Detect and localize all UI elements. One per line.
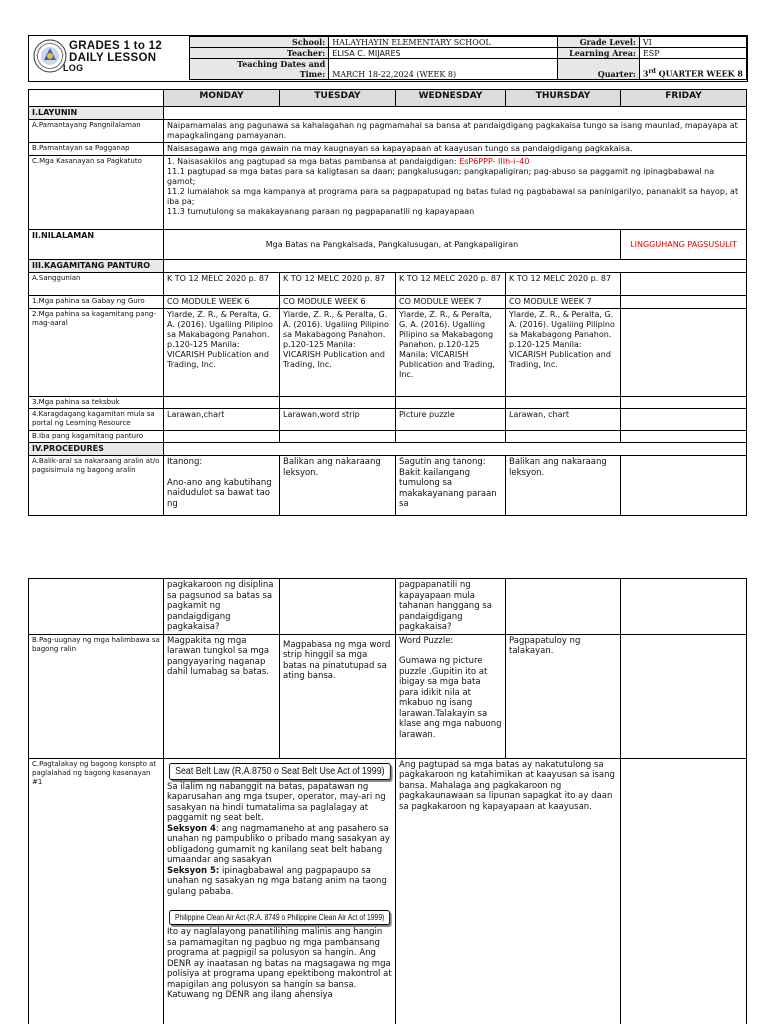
cont-label-blank <box>29 579 164 635</box>
quarter-text: QUARTER WEEK 8 <box>655 69 743 79</box>
cont-monday: pagkakaroon ng disiplina sa pagsunod sa batas sa pagkamit ng pandaigdigang pagkakaisa? <box>164 579 280 635</box>
melc-tuesday: K TO 12 MELC 2020 p. 87 <box>280 273 396 296</box>
procedures-blank <box>164 443 747 456</box>
label-kasanayan: C.Mga Kasanayan sa Pagkatuto <box>29 156 164 230</box>
teksbuk-fri <box>621 397 747 409</box>
iba-wed <box>396 431 506 443</box>
module-monday: CO MODULE WEEK 6 <box>164 296 280 309</box>
uugnay-tuesday: Magpabasa ng mga word strip hinggil sa mga batas na pinatutupad sa ating bansa. <box>280 634 396 758</box>
balik-tuesday: Balikan ang nakaraang leksyon. <box>280 456 396 516</box>
cont-thursday <box>506 579 621 635</box>
melc-friday <box>621 273 747 296</box>
seksyon-4 <box>167 824 392 866</box>
dll-title <box>63 40 163 73</box>
label-pagtalakay: C.Pagtalakay ng bagong konspto at paglalahad ng bagong kasanayan #1 <box>29 758 164 1024</box>
seksyon-5-label: Seksyon 5: <box>167 865 220 876</box>
teacher-value: ELISA C. MIJARES <box>329 48 558 59</box>
uugnay-thursday: Pagpapatuloy ng talakayan. <box>506 634 621 758</box>
module-thursday: CO MODULE WEEK 7 <box>506 296 621 309</box>
school-value: HALAYHAYIN ELEMENTARY SCHOOL <box>329 37 558 48</box>
uugnay-monday: Magpakita ng mga larawan tungkol sa mga pangyayaring naganap dahil lumabag sa batas. <box>164 634 280 758</box>
title-line-2: DAILY LESSON <box>69 52 157 64</box>
label-kagamitang-pang-mag-aaral: 2.Mga pahina sa kagamitang pang-mag-aaral <box>29 309 164 397</box>
page-gap <box>0 524 768 578</box>
kasanayan-text <box>164 156 747 230</box>
cont-wednesday: pagpapanatili ng kapayapaan mula tahanan hanggang sa pandaigdigang pagkakaisa? <box>396 579 506 635</box>
grade-value: VI <box>639 37 746 48</box>
uugnay-wednesday <box>396 634 506 758</box>
lr-thursday: Larawan, chart <box>506 409 621 431</box>
quarter-label: Quarter: <box>558 59 640 80</box>
section-layunin: I.LAYUNIN <box>29 107 164 120</box>
day-header-friday: FRIDAY <box>621 90 747 107</box>
layunin-blank <box>164 107 747 120</box>
kasanayan-line-2: 11.1 pagtupad sa mga batas para sa kaligtasan sa daan; pangkalusugan; pangkapaligiran; pag-abuso sa paggamit ng ipinagbabawal na gamot; <box>167 167 715 186</box>
quarter-num: 3 <box>642 69 649 79</box>
teksbuk-tue <box>280 397 396 409</box>
melc-monday: K TO 12 MELC 2020 p. 87 <box>164 273 280 296</box>
page-2 <box>0 578 768 1024</box>
uugnay-friday <box>621 634 747 758</box>
day-header-monday: MONDAY <box>164 90 280 107</box>
kasanayan-code: EsP6PPP- IIIh-i–40 <box>459 157 530 166</box>
teksbuk-wed <box>396 397 506 409</box>
kagamitan-blank <box>164 260 747 273</box>
title-line-3: LOG <box>63 63 84 73</box>
logo-area <box>29 36 189 81</box>
balik-monday-text: Ano-ano ang kabutihang naidudulot sa bawat tao ng <box>167 477 272 509</box>
talakay-wed-thu: Ang pagtupad sa mga batas ay nakatutulong sa pagkakaroon ng katahimikan at kaayusan sa isang bansa. Mahalaga ang pagkakaroon ng pagkakaunawaan sa lipunan sapagkat ito ay daan sa pagkakaroon ng kapayapaan at kaayusan. <box>396 758 621 1024</box>
dll-header <box>28 35 748 82</box>
module-tuesday: CO MODULE WEEK 6 <box>280 296 396 309</box>
seat-belt-law-title: Seat Belt Law (R.A.8750 o Seat Belt Use Act of 1999) <box>169 763 391 780</box>
teksbuk-mon <box>164 397 280 409</box>
iba-fri <box>621 431 747 443</box>
melc-wednesday: K TO 12 MELC 2020 p. 87 <box>396 273 506 296</box>
clean-air-act-title: Philippine Clean Air Act (R.A. 8749 o Philippine Clean Air Act of 1999) <box>169 910 390 925</box>
label-iba-pang-kagamitan: B.Iba pang kagamitang panturo <box>29 431 164 443</box>
label-teksbuk: 3.Mga pahina sa teksbuk <box>29 397 164 409</box>
clean-air-act-text: Ito ay naglalayong panatilihing malinis ang hangin sa pamamagitan ng pagbuo ng mga pambansang programa at pagpigil sa polusyon sa hangin. Ang DENR ay inaatasan ng batas na magsagawa ng mga polisiya at programa upang epektibong makontrol at mapigilan ang polusyon sa hangin sa bansa. Katuwang ng DENR ang ilang ahensiya <box>167 927 392 1000</box>
uugnay-wednesday-text: Gumawa ng picture puzzle .Gupitin ito at ibigay sa mga bata para idikit nila at mkabuo ng isang larawan.Talakayin sa klase ang mga nabuong larawan. <box>399 656 502 740</box>
teacher-label: Teacher: <box>190 48 329 59</box>
lesson-table-page1 <box>28 89 747 516</box>
nilalaman-title: Mga Batas na Pangkalsada, Pangkalusugan, at Pangkapaligiran <box>164 230 621 260</box>
dates-label <box>190 59 329 80</box>
dates-label-2: Time: <box>299 69 326 79</box>
dates-label-1: Teaching Dates and <box>237 59 326 69</box>
deped-seal-icon <box>33 39 67 73</box>
lingguhang-pagsusulit: LINGGUHANG PAGSUSULIT <box>621 230 747 260</box>
label-learning-resource: 4.Karagdagang kagamitan mula sa portal ng Learning Resource <box>29 409 164 431</box>
uugnay-wednesday-title: Word Puzzle: <box>399 635 454 646</box>
lr-monday: Larawan,chart <box>164 409 280 431</box>
iba-thu <box>506 431 621 443</box>
lr-wednesday: Picture puzzle <box>396 409 506 431</box>
balik-monday-question: Itanong: <box>167 457 203 467</box>
teksbuk-thu <box>506 397 621 409</box>
day-header-blank <box>29 90 164 107</box>
label-pamantayang-pangnilalaman: A.Pamantayang Pangnilalaman <box>29 120 164 143</box>
seksyon-5 <box>167 866 392 898</box>
kasanayan-line-3: 11.2 lumalahok sa mga kampanya at programa para sa pagpapatupad ng batas tulad ng pagbabawal sa paninigarilyo, pananakit sa hayop, at iba pa; <box>167 187 739 206</box>
pamantayan-pagganap-text: Naisasagawa ang mga gawain na may kaugnayan sa kapayapaan at kaayusan tungo sa pandaigdigang pagkakaisa. <box>164 143 747 156</box>
grade-label: Grade Level: <box>558 37 640 48</box>
seksyon-4-text: : ang nagmamaneho at ang pasahero sa unahan ng pampubliko o pribado mang sasakyan ay obligadong gumamit ng kanilang seat belt habang umaandar ang sasakyan <box>167 823 390 865</box>
quarter-sup: rd <box>648 68 656 76</box>
seat-belt-law-text: Sa ilalim ng nabanggit na batas, papatawan ng kaparusahan ang mga tsuper, operator, may-ari ng sasakyan na hindi tumatalima sa paglalagay at paggamit ng seat belt. <box>167 781 386 823</box>
label-pamantayan-pagganap: B.Pamantayan sa Pagganap <box>29 143 164 156</box>
iba-tue <box>280 431 396 443</box>
section-kagamitan: III.KAGAMITANG PANTURO <box>29 260 164 273</box>
lr-tuesday: Larawan,word strip <box>280 409 396 431</box>
seksyon-5-text: ipinagbabawal ang pagpapaupo sa unahan ng sasakyan ng mga batang anim na taong gulang pababa. <box>167 865 387 897</box>
talakay-friday <box>621 758 747 1024</box>
label-pag-uugnay: B.Pag-uugnay ng mga halimbawa sa bagong ralin <box>29 634 164 758</box>
cont-friday <box>621 579 747 635</box>
area-label: Learning Area: <box>558 48 640 59</box>
kasanayan-line-1 <box>167 157 743 167</box>
balik-wednesday: Sagutin ang tanong: Bakit kailangang tumulong sa makakayanang paraan sa <box>396 456 506 516</box>
kasanayan-line-1-text: 1. Naisasakilos ang pagtupad sa mga batas pambansa at pandaigdigan: <box>167 157 460 166</box>
balik-monday <box>164 456 280 516</box>
ref-thursday: Ylarde, Z. R., & Peralta, G. A. (2016). Ugaliing Pilipino sa Makabagong Panahon. p.120-125 Manila: VICARISH Publication and Trading, Inc. <box>506 309 621 397</box>
day-header-thursday: THURSDAY <box>506 90 621 107</box>
ref-monday: Ylarde, Z. R., & Peralta, G. A. (2016). Ugaliing Pilipino sa Makabagong Panahon. p.120-125 Manila: VICARISH Publication and Trading, Inc. <box>164 309 280 397</box>
iba-mon <box>164 431 280 443</box>
label-gabay: 1.Mga pahina sa Gabay ng Guro <box>29 296 164 309</box>
seksyon-4-label: Seksyon 4 <box>167 823 216 834</box>
ref-tuesday: Ylarde, Z. R., & Peralta, G. A. (2016). Ugaliing Pilipino sa Makabagong Panahon. p.120-125 Manila: VICARISH Publication and Trading, Inc. <box>280 309 396 397</box>
title-line-1: GRADES 1 to 12 <box>69 40 163 52</box>
day-header-tuesday: TUESDAY <box>280 90 396 107</box>
lr-friday <box>621 409 747 431</box>
quarter-value <box>639 59 746 80</box>
day-header-wednesday: WEDNESDAY <box>396 90 506 107</box>
dates-value: MARCH 18-22,2024 (WEEK 8) <box>329 59 558 80</box>
pamantayang-pangnilalaman-text: Naipamamalas ang pagunawa sa kahalagahan ng pagmamahal sa bansa at pandaigdigang pagkakaisa tungo sa isang maunlad, mapayapa at mapagkalingang pamayanan. <box>164 120 747 143</box>
cont-tuesday <box>280 579 396 635</box>
label-balik-aral: A.Balik-aral sa nakaraang aralin at/o pagsisimula ng bagong aralin <box>29 456 164 516</box>
section-nilalaman: II.NILALAMAN <box>29 230 164 260</box>
balik-friday <box>621 456 747 516</box>
ref-wednesday: Ylarde, Z. R., & Peralta, G. A. (2016). Ugaliing Pilipino sa Makabagong Panahon. p.120-125 Manila: VICARISH Publication and Trading, Inc. <box>396 309 506 397</box>
lesson-table-page2 <box>28 578 747 1024</box>
kasanayan-line-4: 11.3 tumutulong sa makakayanang paraan ng pagpapanatili ng kapayapaan <box>167 207 475 216</box>
melc-thursday: K TO 12 MELC 2020 p. 87 <box>506 273 621 296</box>
balik-thursday: Balikan ang nakaraang leksyon. <box>506 456 621 516</box>
school-label: School: <box>190 37 329 48</box>
header-info-table <box>189 36 747 80</box>
area-value: ESP <box>639 48 746 59</box>
talakay-mon-tue <box>164 758 396 1024</box>
section-procedures: IV.PROCEDURES <box>29 443 164 456</box>
module-friday <box>621 296 747 309</box>
module-wednesday: CO MODULE WEEK 7 <box>396 296 506 309</box>
label-sanggunian: A.Sanggunian <box>29 273 164 296</box>
ref-friday <box>621 309 747 397</box>
